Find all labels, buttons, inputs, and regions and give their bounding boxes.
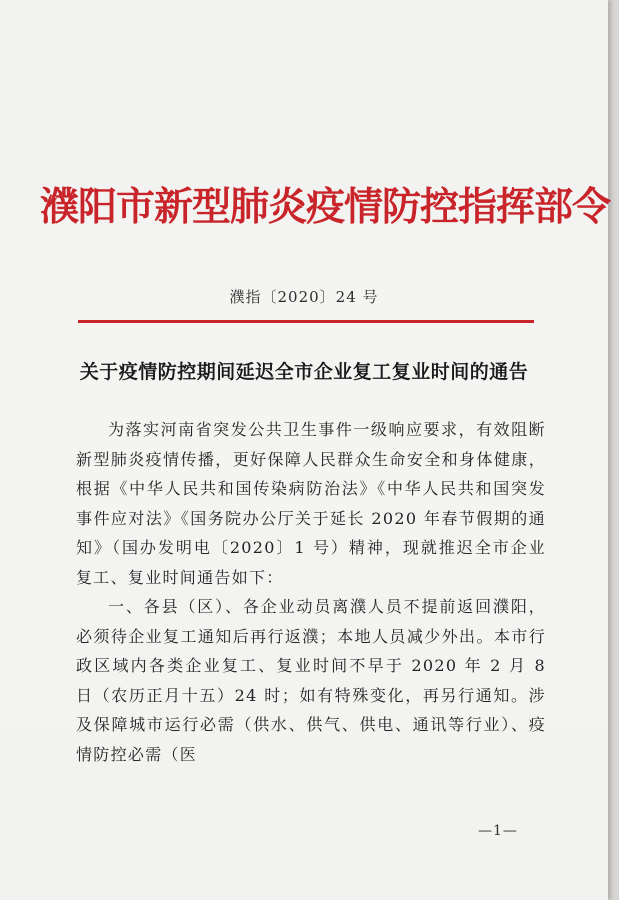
document-number: 濮指〔2020〕24 号 (229, 288, 379, 306)
red-divider-line (78, 320, 534, 323)
issuing-authority-title: 濮阳市新型肺炎疫情防控指挥部令 (40, 184, 611, 230)
notice-body (76, 415, 546, 769)
notice-title: 关于疫情防控期间延迟全市企业复工复业时间的通告 (79, 361, 529, 383)
page-number: —1— (478, 823, 518, 839)
body-paragraph-intro: 为落实河南省突发公共卫生事件一级响应要求，有效阻断新型肺炎疫情传播，更好保障人民群众生命安全和身体健康，根据《中华人民共和国传染病防治法》《中华人民共和国突发事件应对法》《国务院办公厅关于延长 2020 年春节假期的通知》（国办发明电〔2020〕1 号）精神，现就推迟全市企业复工、复业时间通告如下： (76, 420, 546, 587)
body-paragraph-item-1: 一、各县（区）、各企业动员离濮人员不提前返回濮阳，必须待企业复工通知后再行返濮；本地人员减少外出。本市行政区域内各类企业复工、复业时间不早于 2020 年 2 月 8 日（农历正月十五）24 时；如有特殊变化，再另行通知。涉及保障城市运行必需（供水、供气、供电、通讯等行业）、疫情防控必需（医 (76, 597, 546, 764)
